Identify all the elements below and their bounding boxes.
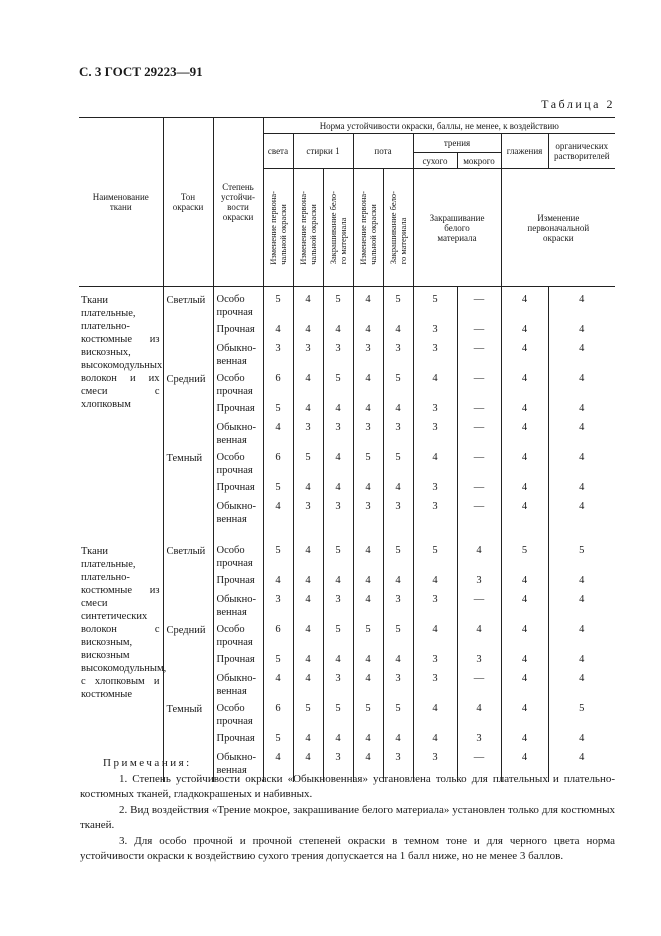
value-cell: 4	[548, 324, 615, 343]
value-cell: —	[457, 343, 501, 373]
table-head	[79, 118, 615, 287]
value-cell: 4	[263, 324, 293, 343]
value-cell: 4	[383, 733, 413, 752]
value-cell: 4	[501, 294, 548, 324]
value-cell: —	[457, 324, 501, 343]
value-cell: —	[457, 673, 501, 703]
strength-cell: Особо прочная	[213, 452, 263, 482]
value-cell: 3	[323, 673, 353, 703]
note-2: 2. Вид воздействия «Трение мокрое, закрашивание белого материала» установлен только для костюмных тканей.	[80, 803, 615, 831]
sub-ironing-solvents-change: Изменение первоначальной окраски	[501, 169, 615, 287]
value-cell: 4	[548, 624, 615, 654]
value-cell: 3	[323, 752, 353, 782]
value-cell: 5	[413, 294, 457, 324]
value-cell: 6	[263, 624, 293, 654]
tone-cell: Средний	[163, 373, 213, 452]
value-cell: 4	[293, 294, 323, 324]
value-cell: 4	[353, 294, 383, 324]
value-cell: 5	[263, 294, 293, 324]
value-cell: 6	[263, 703, 293, 733]
value-cell: 4	[548, 733, 615, 752]
table-row	[79, 545, 615, 575]
page-header: С. 3 ГОСТ 29223—91	[79, 64, 203, 79]
value-cell: 5	[383, 624, 413, 654]
value-cell: 4	[501, 403, 548, 422]
value-cell: 4	[383, 324, 413, 343]
value-cell: 3	[413, 673, 457, 703]
value-cell: 5	[548, 545, 615, 575]
strength-cell: Обыкно- венная	[213, 343, 263, 373]
tone-cell: Темный	[163, 703, 213, 782]
value-cell: 4	[383, 403, 413, 422]
value-cell: 4	[353, 733, 383, 752]
value-cell: 4	[501, 422, 548, 452]
value-cell: 4	[293, 594, 323, 624]
value-cell: 3	[383, 343, 413, 373]
value-cell: 4	[323, 654, 353, 673]
value-cell: 4	[353, 324, 383, 343]
value-cell: 5	[353, 624, 383, 654]
table-row	[79, 294, 615, 324]
value-cell: 3	[413, 422, 457, 452]
strength-cell: Прочная	[213, 575, 263, 594]
value-cell: —	[457, 752, 501, 782]
value-cell: 3	[413, 654, 457, 673]
value-cell: 3	[293, 343, 323, 373]
value-cell: 4	[353, 403, 383, 422]
value-cell: 3	[293, 422, 323, 452]
value-cell: 4	[548, 422, 615, 452]
strength-cell: Особо прочная	[213, 545, 263, 575]
value-cell: 4	[293, 752, 323, 782]
col-strength-header: Степень устойчи- вости окраски	[213, 118, 263, 287]
value-cell: 4	[263, 673, 293, 703]
value-cell: 4	[501, 654, 548, 673]
tone-cell: Темный	[163, 452, 213, 531]
value-cell: 4	[323, 733, 353, 752]
strength-cell: Обыкно- венная	[213, 501, 263, 531]
value-cell: 6	[263, 373, 293, 403]
value-cell: 5	[383, 373, 413, 403]
tone-cell: Средний	[163, 624, 213, 703]
value-cell: 5	[263, 545, 293, 575]
sub-wash-stain: Закрашивание бело- го материала	[323, 169, 353, 287]
value-cell: 4	[413, 575, 457, 594]
value-cell: 4	[383, 654, 413, 673]
value-cell: 5	[293, 703, 323, 733]
value-cell: 5	[548, 703, 615, 733]
value-cell: 4	[501, 343, 548, 373]
value-cell: 3	[457, 733, 501, 752]
value-cell: 5	[383, 703, 413, 733]
table-label: Таблица 2	[541, 97, 615, 111]
value-cell: 4	[263, 575, 293, 594]
value-cell: 3	[323, 594, 353, 624]
value-cell: 4	[293, 482, 323, 501]
value-cell: 4	[383, 575, 413, 594]
strength-cell: Обыкно- венная	[213, 752, 263, 782]
fastness-table	[79, 117, 615, 782]
value-cell: —	[457, 403, 501, 422]
value-cell: 4	[548, 373, 615, 403]
value-cell: 4	[293, 624, 323, 654]
value-cell: 5	[263, 482, 293, 501]
value-cell: 4	[293, 373, 323, 403]
value-cell: 4	[501, 452, 548, 482]
value-cell: 3	[353, 343, 383, 373]
group-wash: стирки 1	[293, 134, 353, 169]
value-cell: 3	[383, 594, 413, 624]
group-friction: трения	[413, 134, 501, 153]
value-cell: 5	[323, 294, 353, 324]
sub-friction-stain: Закрашивание белого материала	[413, 169, 501, 287]
value-cell: 4	[548, 403, 615, 422]
value-cell: 4	[548, 501, 615, 531]
value-cell: 4	[548, 654, 615, 673]
group-light: света	[263, 134, 293, 169]
strength-cell: Прочная	[213, 403, 263, 422]
value-cell: 4	[501, 624, 548, 654]
group-ironing: глажения	[501, 134, 548, 169]
col-tone-header: Тон окраски	[163, 118, 213, 287]
note-1: 1. Степень устойчивости окраски «Обыкновенная» установлена только для плательных и плательно-костюмных тканей, гладкокрашеных и набивных.	[80, 772, 615, 800]
value-cell: 4	[548, 594, 615, 624]
strength-cell: Прочная	[213, 654, 263, 673]
value-cell: 3	[457, 654, 501, 673]
value-cell: 5	[263, 733, 293, 752]
value-cell: —	[457, 373, 501, 403]
value-cell: 3	[263, 343, 293, 373]
value-cell: 3	[413, 501, 457, 531]
strength-cell: Прочная	[213, 733, 263, 752]
notes-title: Примечания:	[103, 757, 192, 769]
value-cell: 3	[353, 501, 383, 531]
value-cell: 4	[548, 294, 615, 324]
sub-sweat-stain: Закрашивание бело- го материала	[383, 169, 413, 287]
value-cell: 5	[353, 703, 383, 733]
value-cell: 4	[353, 373, 383, 403]
tone-cell: Светлый	[163, 545, 213, 624]
value-cell: 3	[263, 594, 293, 624]
strength-cell: Прочная	[213, 482, 263, 501]
sub-wash-change: Изменение первона- чальной окраски	[293, 169, 323, 287]
value-cell: 3	[413, 482, 457, 501]
value-cell: 4	[323, 575, 353, 594]
fabric-name: Ткани плательные, плательно-костюмные из вискозных, высокомодульных волокон и их смеси с хлопковым	[81, 295, 163, 410]
value-cell: —	[457, 482, 501, 501]
sub-light-change: Изменение первона- чальной окраски	[263, 169, 293, 287]
group-solvents: органических растворителей	[548, 134, 615, 169]
value-cell: 4	[501, 482, 548, 501]
value-cell: 4	[501, 575, 548, 594]
value-cell: 4	[323, 324, 353, 343]
value-cell: 5	[383, 452, 413, 482]
norm-header: Норма устойчивости окраски, баллы, не менее, к воздействию	[263, 118, 615, 134]
value-cell: 3	[383, 752, 413, 782]
strength-cell: Особо прочная	[213, 703, 263, 733]
value-cell: 5	[263, 403, 293, 422]
value-cell: 4	[263, 752, 293, 782]
value-cell: 4	[293, 324, 323, 343]
value-cell: 4	[501, 733, 548, 752]
value-cell: 5	[413, 545, 457, 575]
value-cell: 4	[353, 575, 383, 594]
value-cell: 3	[457, 575, 501, 594]
value-cell: 3	[413, 324, 457, 343]
value-cell: 4	[457, 703, 501, 733]
value-cell: 5	[501, 545, 548, 575]
value-cell: 3	[383, 501, 413, 531]
value-cell: 4	[263, 422, 293, 452]
value-cell: 3	[413, 343, 457, 373]
fabric-name: Ткани плательные, плательно-костюмные из смеси синтетических волокон с вискозным, вискозным высокомодульным, с хлопковым и костюмные	[81, 546, 167, 700]
value-cell: 4	[501, 501, 548, 531]
value-cell: 4	[548, 575, 615, 594]
value-cell: 4	[263, 501, 293, 531]
strength-cell: Особо прочная	[213, 624, 263, 654]
value-cell: 3	[413, 752, 457, 782]
value-cell: —	[457, 452, 501, 482]
value-cell: 3	[383, 422, 413, 452]
value-cell: 3	[323, 501, 353, 531]
value-cell: 3	[413, 403, 457, 422]
friction-dry: сухого	[413, 153, 457, 169]
table-body	[79, 287, 615, 783]
value-cell: 4	[501, 673, 548, 703]
value-cell: 4	[457, 545, 501, 575]
group-sweat: пота	[353, 134, 413, 169]
value-cell: 4	[383, 482, 413, 501]
value-cell: 4	[353, 673, 383, 703]
value-cell: 3	[353, 422, 383, 452]
sub-sweat-change: Изменение первона- чальной окраски	[353, 169, 383, 287]
value-cell: 4	[293, 575, 323, 594]
value-cell: 4	[548, 482, 615, 501]
value-cell: —	[457, 422, 501, 452]
value-cell: 4	[293, 654, 323, 673]
value-cell: 4	[293, 733, 323, 752]
friction-wet: мокрого	[457, 153, 501, 169]
value-cell: 4	[548, 752, 615, 782]
value-cell: —	[457, 594, 501, 624]
value-cell: 3	[383, 673, 413, 703]
value-cell: 5	[353, 452, 383, 482]
col-name-header: Наименование ткани	[79, 118, 163, 287]
value-cell: 4	[548, 452, 615, 482]
strength-cell: Особо прочная	[213, 294, 263, 324]
value-cell: 3	[413, 594, 457, 624]
value-cell: 4	[293, 673, 323, 703]
value-cell: 5	[263, 654, 293, 673]
strength-cell: Прочная	[213, 324, 263, 343]
value-cell: 4	[353, 545, 383, 575]
strength-cell: Обыкно- венная	[213, 673, 263, 703]
value-cell: 4	[501, 373, 548, 403]
value-cell: 3	[323, 343, 353, 373]
value-cell: 4	[413, 733, 457, 752]
value-cell: 5	[323, 703, 353, 733]
value-cell: 5	[383, 545, 413, 575]
value-cell: 4	[323, 452, 353, 482]
value-cell: 4	[413, 624, 457, 654]
value-cell: 6	[263, 452, 293, 482]
tone-cell: Светлый	[163, 294, 213, 373]
value-cell: 4	[323, 403, 353, 422]
value-cell: —	[457, 294, 501, 324]
notes	[80, 756, 615, 865]
value-cell: 3	[293, 501, 323, 531]
strength-cell: Обыкно- венная	[213, 422, 263, 452]
value-cell: 4	[548, 343, 615, 373]
value-cell: 4	[293, 403, 323, 422]
value-cell: 4	[353, 654, 383, 673]
value-cell: 4	[353, 594, 383, 624]
value-cell: 4	[293, 545, 323, 575]
value-cell: 4	[413, 703, 457, 733]
value-cell: 3	[323, 422, 353, 452]
value-cell: —	[457, 501, 501, 531]
value-cell: 5	[383, 294, 413, 324]
value-cell: 4	[323, 482, 353, 501]
value-cell: 4	[353, 482, 383, 501]
note-3: 3. Для особо прочной и прочной степеней окраски в темном тоне и для черного цвета норма устойчивости окраски к воздействию сухого трения допускается на 1 балл ниже, но не менее 3 баллов.	[80, 834, 615, 862]
value-cell: 4	[413, 373, 457, 403]
value-cell: 4	[501, 594, 548, 624]
value-cell: 5	[323, 624, 353, 654]
value-cell: 5	[323, 545, 353, 575]
value-cell: 5	[323, 373, 353, 403]
value-cell: 4	[413, 452, 457, 482]
value-cell: 4	[501, 703, 548, 733]
value-cell: 5	[293, 452, 323, 482]
value-cell: 4	[501, 752, 548, 782]
value-cell: 4	[548, 673, 615, 703]
strength-cell: Особо прочная	[213, 373, 263, 403]
value-cell: 4	[501, 324, 548, 343]
value-cell: 4	[457, 624, 501, 654]
strength-cell: Обыкно- венная	[213, 594, 263, 624]
value-cell: 4	[353, 752, 383, 782]
